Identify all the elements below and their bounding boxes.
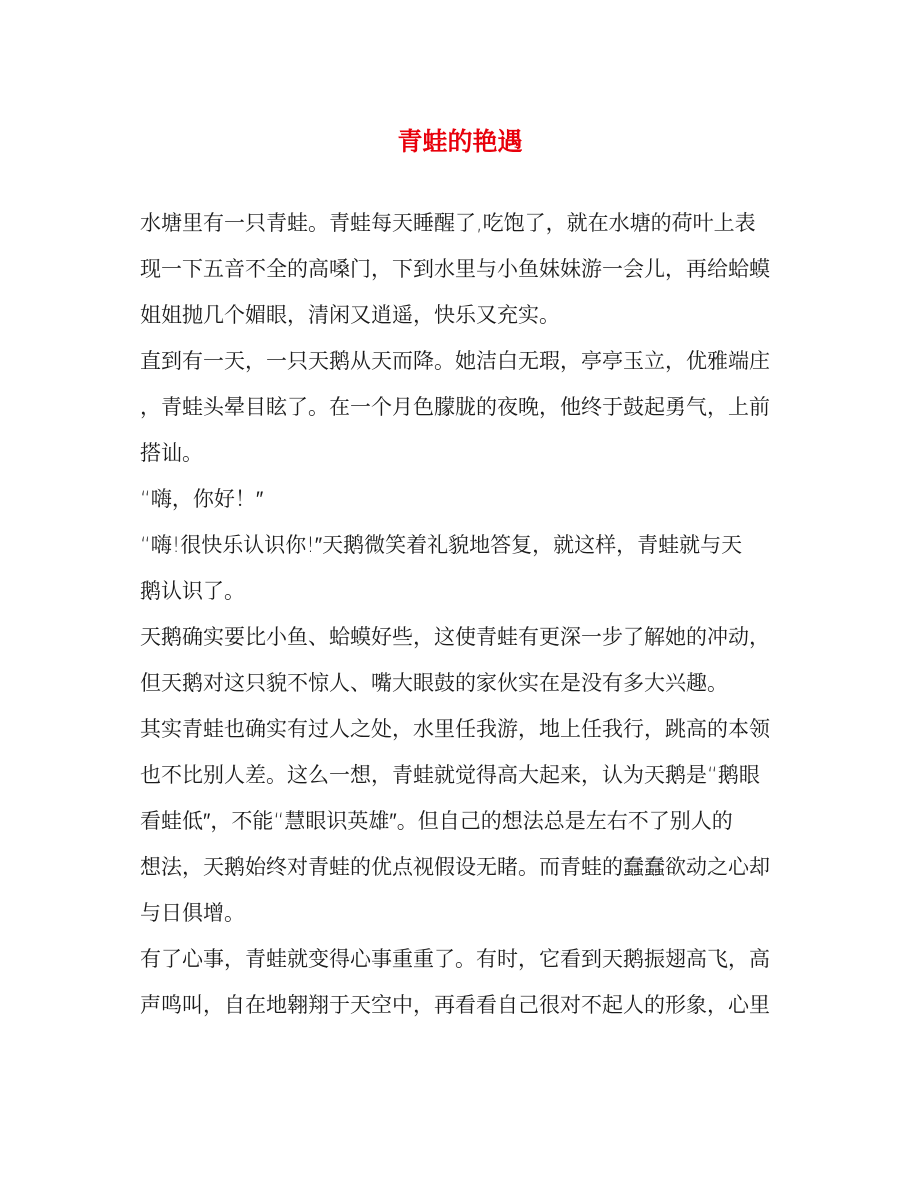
text-line: “嗨!很快乐认识你!″天鹅微笑着礼貌地答复，就这样，青蛙就与天: [140, 533, 743, 557]
text-line: 搭讪。: [140, 441, 203, 465]
text-line: 鹅认识了。: [140, 579, 245, 603]
text-line: 但天鹅对这只貌不惊人、嘴大眼鼓的家伙实在是没有多大兴趣。: [140, 671, 728, 695]
document-body: [140, 209, 780, 1037]
text-line: ，青蛙头晕目眩了。在一个月色朦胧的夜晚，他终于鼓起勇气，上前: [140, 395, 770, 419]
text-line: 其实青蛙也确实有过人之处，水里任我游，地上任我行，跳高的本领: [140, 717, 770, 741]
text-line: 想法，天鹅始终对青蛙的优点视假设无睹。而青蛙的蠢蠢欲动之心却: [140, 855, 770, 879]
text-line: 声鸣叫，自在地翱翔于天空中，再看看自己很对不起人的形象，心里: [140, 993, 770, 1017]
text-line: 直到有一天，一只天鹅从天而降。她洁白无瑕，亭亭玉立，优雅端庄: [140, 349, 770, 373]
text-line: 有了心事，青蛙就变得心事重重了。有时，它看到天鹅振翅高飞，高: [140, 947, 770, 971]
text-line: 也不比别人差。这么一想，青蛙就觉得高大起来，认为天鹅是“鹅眼: [140, 763, 760, 787]
text-line: 水塘里有一只青蛙。青蛙每天睡醒了,吃饱了，就在水塘的荷叶上表: [140, 211, 756, 235]
document-title: 青蛙的艳遇: [397, 127, 523, 156]
text-line: 姐姐抛几个媚眼，清闲又逍遥，快乐又充实。: [140, 303, 560, 327]
text-line: 天鹅确实要比小鱼、蛤蟆好些，这使青蛙有更深一步了解她的冲动，: [140, 625, 770, 649]
text-line: 现一下五音不全的高嗓门，下到水里与小鱼妹妹游一会儿，再给蛤蟆: [140, 257, 770, 281]
text-line: 看蛙低″，不能“慧眼识英雄″。但自己的想法总是左右不了别人的: [140, 809, 733, 833]
text-line: “嗨，你好！″: [140, 487, 264, 511]
text-line: 与日俱增。: [140, 901, 245, 925]
